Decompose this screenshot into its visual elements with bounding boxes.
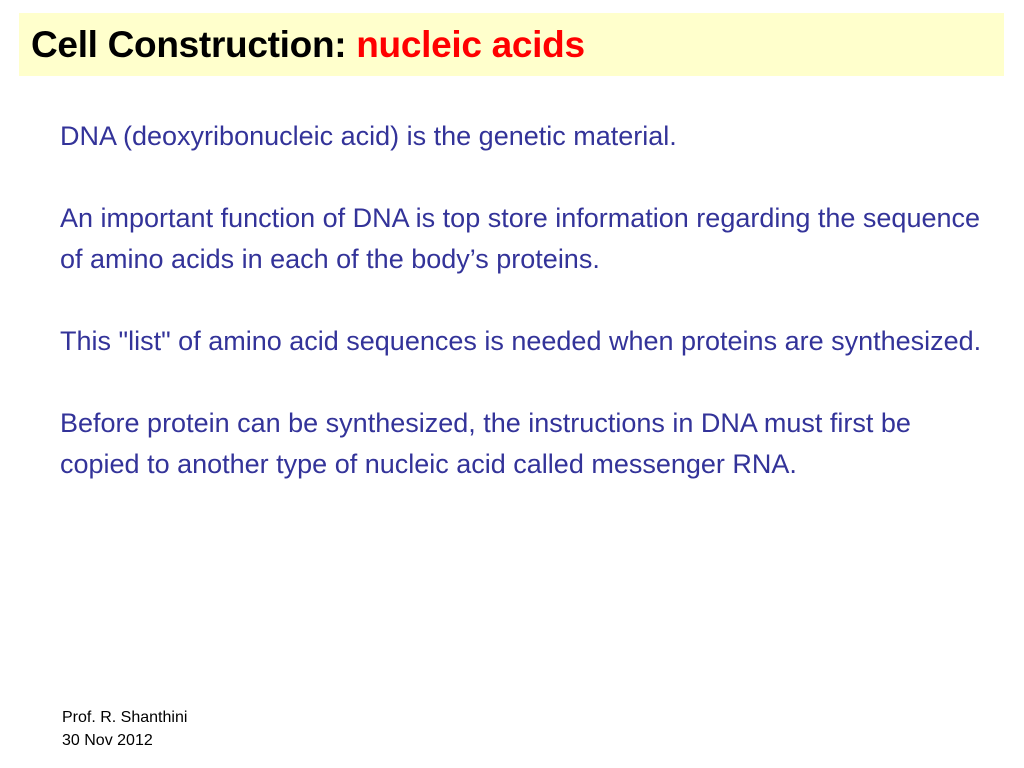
- paragraph-amino-acid-list: This "list" of amino acid sequences is needed when proteins are synthesized.: [60, 326, 982, 356]
- paragraph-dna-function: An important function of DNA is top store information regarding the sequence of amino acids in each of the body’s proteins.: [60, 203, 981, 274]
- footer-author: Prof. R. Shanthini: [62, 709, 188, 726]
- slide-title: [31, 24, 585, 66]
- footer: [62, 706, 187, 752]
- paragraph-messenger-rna: Before protein can be synthesized, the instructions in DNA must first be copied to another type of nucleic acid called messenger RNA.: [60, 408, 911, 479]
- footer-date: 30 Nov 2012: [62, 732, 153, 749]
- title-prefix: Cell Construction:: [31, 23, 357, 65]
- title-accent: nucleic acids: [356, 23, 585, 65]
- paragraph-dna-definition: DNA (deoxyribonucleic acid) is the genetic material.: [60, 121, 677, 151]
- slide-body: [60, 116, 990, 485]
- title-bar: [19, 13, 1004, 76]
